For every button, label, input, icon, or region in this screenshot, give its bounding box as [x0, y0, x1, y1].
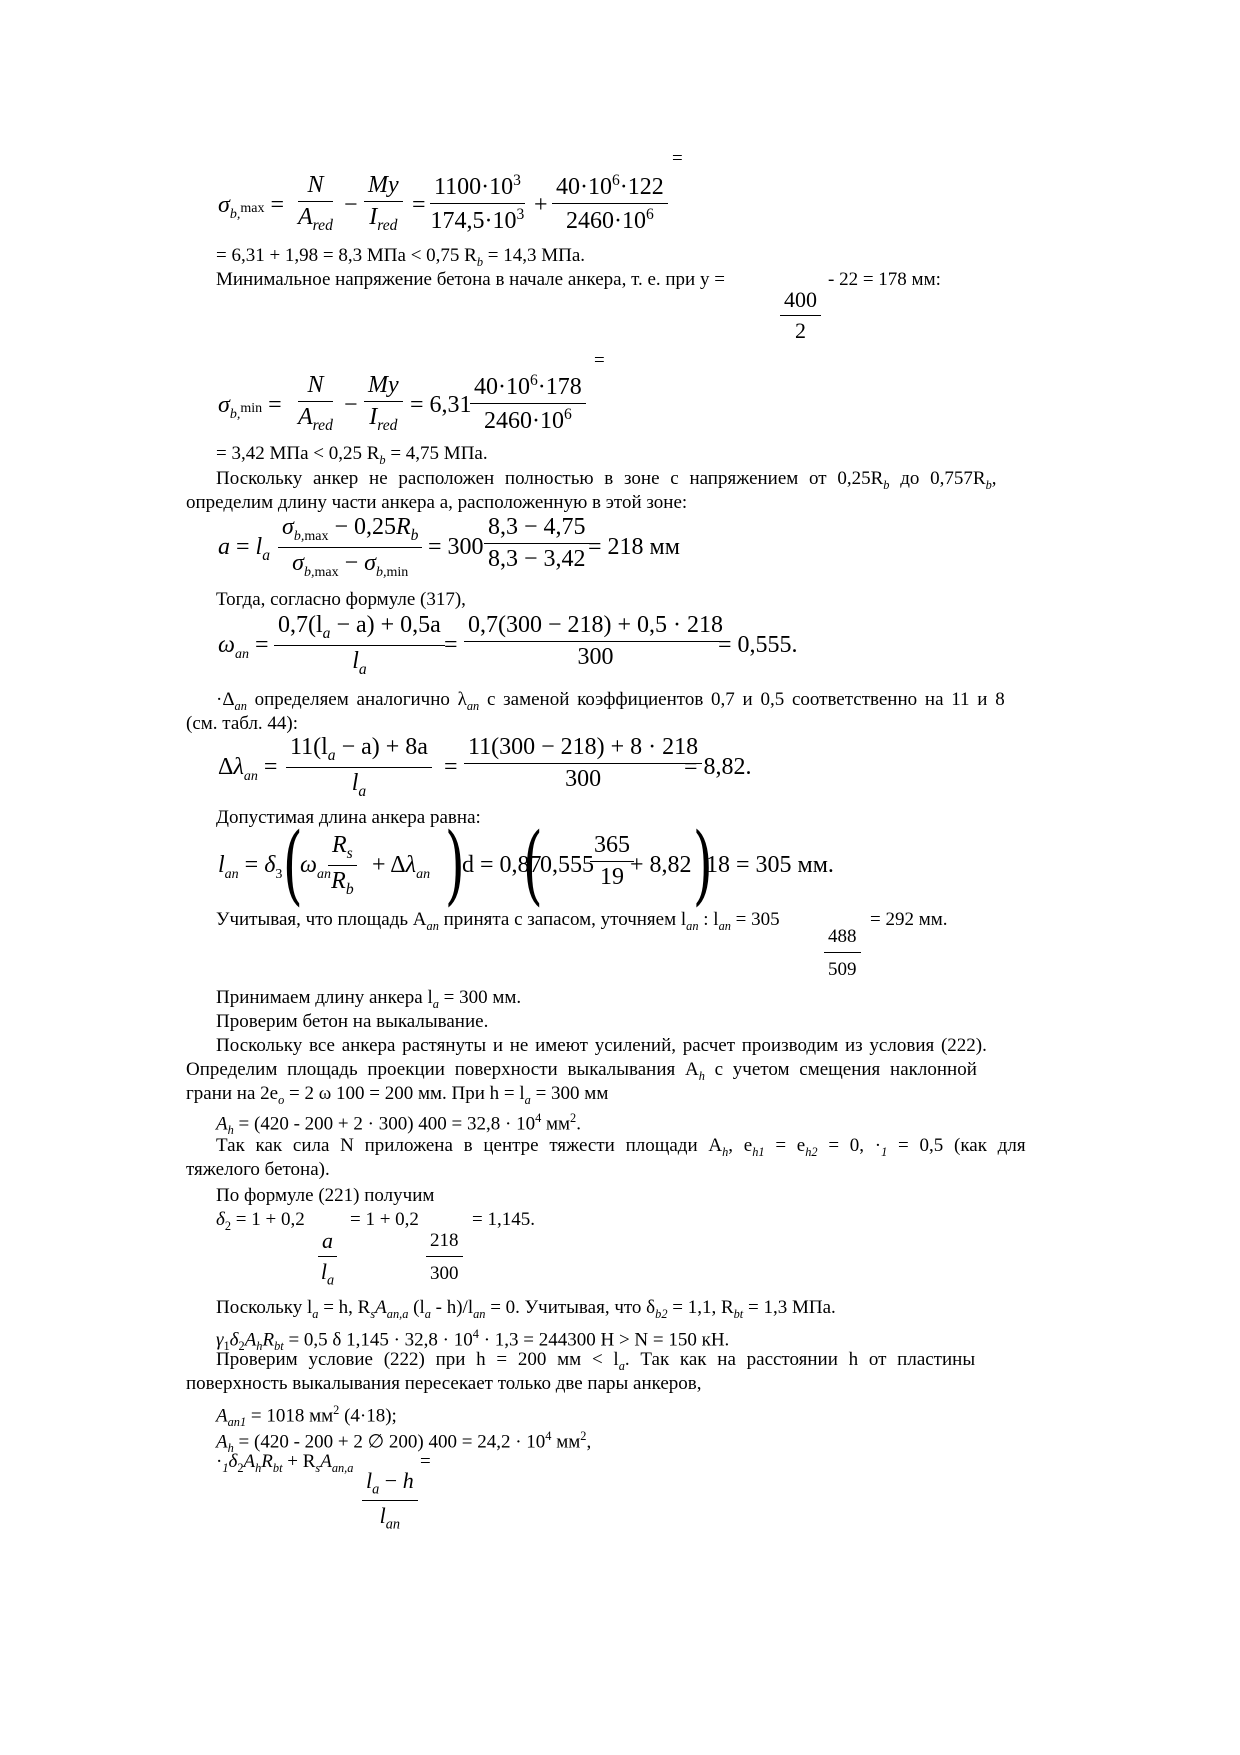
- eq1-minus: −: [344, 192, 358, 218]
- eq2-frac-n-ared: N $A_{red}$: [298, 372, 333, 434]
- eq-lan-plus: + 8,82: [630, 852, 692, 878]
- eq-dl-frac-numeric: $\frac{11(300 - 218) + 8 \cdot 218}{300}$: [464, 734, 702, 793]
- ah-formula-1: $A_h = (420 - 200 + 2 \cdot 300) 400 = 32,8 \cdot 10^4$ $мм^2$.: [216, 1111, 581, 1138]
- eq-lan-frac-rs-rb: $\frac{R_s}{R_b}$: [328, 832, 357, 899]
- anchor-zone-line-1: Поскольку анкер не расположен полностью в зоне с напряжением от $0,25R_b$ до $0,757R_b$,: [216, 468, 997, 492]
- formula221-line: По формуле (221) получим: [216, 1185, 435, 1206]
- ah-formula-2: $A_h = (420 - 200 + 2$ ∅ 200) $400 = 24,2 \cdot 10^4$ $мм^2$,: [216, 1429, 592, 1456]
- last-line: $\cdot_1\delta_2A_hR_{bt} + R_sA_{an,a}$: [216, 1451, 354, 1475]
- eq2-result-line: = 3,42 МПа < 0,25 $R_b = 4,75$ МПа.: [216, 443, 488, 467]
- delta-lambda-line-1: $\cdot\Delta_{an}$ определяем аналогично $\lambda_{an}$ с заменой коэффициентов 0,7 и 0,5 соответственно на 11 и 8: [216, 689, 1005, 713]
- since-line: Поскольку $l_a = h$, $R_sA_{an,a}$ $(l_a - h)/l_{an} = 0$. Учитывая, что $\delta_{b2} = 1,1$, $R_{bt} = 1,3$ МПа.: [216, 1297, 836, 1321]
- eq-a-lhs: $a = l_a$: [218, 534, 271, 564]
- accept-length-line: Принимаем длину анкера $l_a = 300$ мм.: [216, 987, 522, 1011]
- sigma-bmax-symbol: $\sigma_{b,}\max$ =: [218, 192, 284, 222]
- sigma-bmin-symbol: $\sigma_{b,}\min$ =: [218, 392, 282, 422]
- frac-218-over-300: $\frac{218}{300}$: [426, 1230, 463, 1285]
- eq1-frac-n-ared: N $A_{red}$: [298, 172, 333, 234]
- eq-omega-equals: =: [444, 632, 458, 658]
- force-line-1: Так как сила N приложена в центре тяжести площади $A_h$, $e_{h1} = e_{h2} = 0$, $\cdot_1 = 0,5$ (как для: [216, 1135, 1026, 1159]
- eq-omega-lhs: $\omega_{an}$ =: [218, 632, 269, 662]
- eq-lan-mid: d = 0,87: [462, 852, 542, 878]
- delta2-line-c: = 1 + 0,2: [350, 1209, 419, 1230]
- gamma-line: $\gamma_1\delta_2A_hR_{bt} = 0,5$ δ $1,145 \cdot 32,8 \cdot 10^4 \cdot 1,3 = 244300$ Н > N = 150 кН.: [216, 1327, 730, 1354]
- anchor-zone-line-2: определим длину части анкера a, расположенную в этой зоне:: [186, 492, 688, 513]
- check222-line-2: поверхность выкалывания пересекает только две пары анкеров,: [186, 1373, 702, 1394]
- eq1-frac-my-ired: My $I_{red}$: [364, 172, 403, 235]
- eq-lan-paren-open-2: (: [522, 815, 543, 915]
- eq-dl-frac-symbolic: $\frac{11(l_a - a) + 8a}{l_a}$: [286, 734, 432, 801]
- eq2-top-equals: =: [594, 350, 605, 371]
- eq2-frac-moment: $\frac{40\cdot 10^6\cdot 178}{2460\cdot 10^6}$: [470, 372, 586, 435]
- eq-lan-paren-close-1: ): [444, 815, 465, 915]
- min-stress-intro: Минимальное напряжение бетона в начале анкера, т. е. при y =: [216, 269, 725, 290]
- allowed-length-line: Допустимая длина анкера равна:: [216, 807, 481, 828]
- area-note-line: Учитывая, что площадь $A_{an}$ принята с запасом, уточняем $l_{an}$ : $l_{an} = 305$: [216, 909, 780, 933]
- eq2-coef: = 6,31: [410, 392, 472, 418]
- eq1-result-line: = 6,31 + 1,98 = 8,3 МПа < 0,75 $R_b = 14,3$ МПа.: [216, 245, 586, 269]
- all-anchors-line-2: Определим площадь проекции поверхности выкалывания $A_h$ с учетом смещения наклонной: [186, 1059, 977, 1083]
- area-note-tail: = 292 мм.: [870, 909, 948, 930]
- delta-lambda-line-2: (см. табл. 44):: [186, 713, 299, 734]
- frac-488-over-509: $\frac{488}{509}$: [824, 926, 861, 981]
- eq-lan-555: 0,555: [540, 852, 594, 878]
- frac-la-h-over-lan: $l_a - h$ $l_{an}$: [362, 1468, 418, 1534]
- eq-dl-lhs: $\Delta\lambda_{an}$ =: [218, 754, 278, 784]
- aan1-line: $A_{an1} = 1018$ $мм^2$ (4·18);: [216, 1403, 397, 1430]
- eq-lan-result: 18 = 305 мм.: [706, 852, 834, 878]
- frac-400-over-2: $\frac{400}{2}$: [780, 287, 821, 344]
- eq-dl-equals: =: [444, 754, 458, 780]
- frac-a-over-la: $\frac{a}{l_a}$: [318, 1228, 337, 1289]
- min-stress-tail: - 22 = 178 мм:: [828, 269, 941, 290]
- eq-a-frac-numeric: $\frac{8,3 - 4,75}{8,3 - 3,42}$: [484, 514, 590, 573]
- check-concrete-line: Проверим бетон на выкалывание.: [216, 1011, 489, 1032]
- eq-lan-lhs: $l_{an} = \delta_3$: [218, 852, 283, 882]
- force-line-2: тяжелого бетона).: [186, 1159, 330, 1180]
- delta2-line-a: $\delta_2 = 1 + 0,2$: [216, 1209, 305, 1233]
- eq1-equals: =: [412, 192, 426, 218]
- eq-lan-frac-365-19: $\frac{365}{19}$: [590, 832, 634, 891]
- eq-a-coef: = 300: [428, 534, 484, 560]
- eq-omega-frac-numeric: $\frac{0,7(300 - 218) + 0,5 \cdot 218}{300}$: [464, 612, 727, 671]
- check222-line-1: Проверим условие (222) при h = 200 мм < $l_a$. Так как на расстоянии h от пластины: [216, 1349, 976, 1373]
- all-anchors-line-1: Поскольку все анкера растянуты и не имеют усилений, расчет производим из условия (222).: [216, 1035, 987, 1056]
- eq1-top-equals: =: [672, 148, 683, 169]
- eq-a-frac-symbolic: $\sigma_{b,max} - 0,25R_b$ $\sigma_{b,max} - \sigma_{b,min}$: [278, 514, 422, 581]
- eq1-plus: +: [534, 192, 548, 218]
- eq-dl-result: = 8,82.: [684, 754, 752, 780]
- eq1-frac-numbers: $\frac{1100\cdot 10^3}{174,5\cdot 10^3}$: [430, 172, 525, 234]
- last-line-equals: =: [420, 1451, 431, 1472]
- eq-lan-paren-close-2: ): [692, 815, 713, 915]
- then-formula-line: Тогда, согласно формуле (317),: [216, 589, 466, 610]
- eq-lan-plus-dl: + $\Delta\lambda_{an}$: [372, 852, 431, 882]
- eq2-minus: −: [344, 392, 358, 418]
- eq-lan-paren-open-1: (: [282, 815, 303, 915]
- eq-a-result: = 218 мм: [588, 534, 680, 560]
- eq1-frac-moment: $\frac{40\cdot 10^6\cdot 122}{2460\cdot 10^6}$: [552, 172, 668, 235]
- delta2-line-d: = 1,145.: [472, 1209, 535, 1230]
- eq2-frac-my-ired: My $I_{red}$: [364, 372, 403, 435]
- all-anchors-line-3: грани на $2e_o = 2$ ω 100 = 200 мм. При $h = l_a = 300$ мм: [186, 1083, 609, 1107]
- eq-lan-omega: $\omega_{an}$: [300, 852, 331, 882]
- eq-omega-frac-symbolic: $\frac{0,7(l_a - a) + 0,5a}{l_a}$: [274, 612, 445, 679]
- eq-omega-result: = 0,555.: [718, 632, 798, 658]
